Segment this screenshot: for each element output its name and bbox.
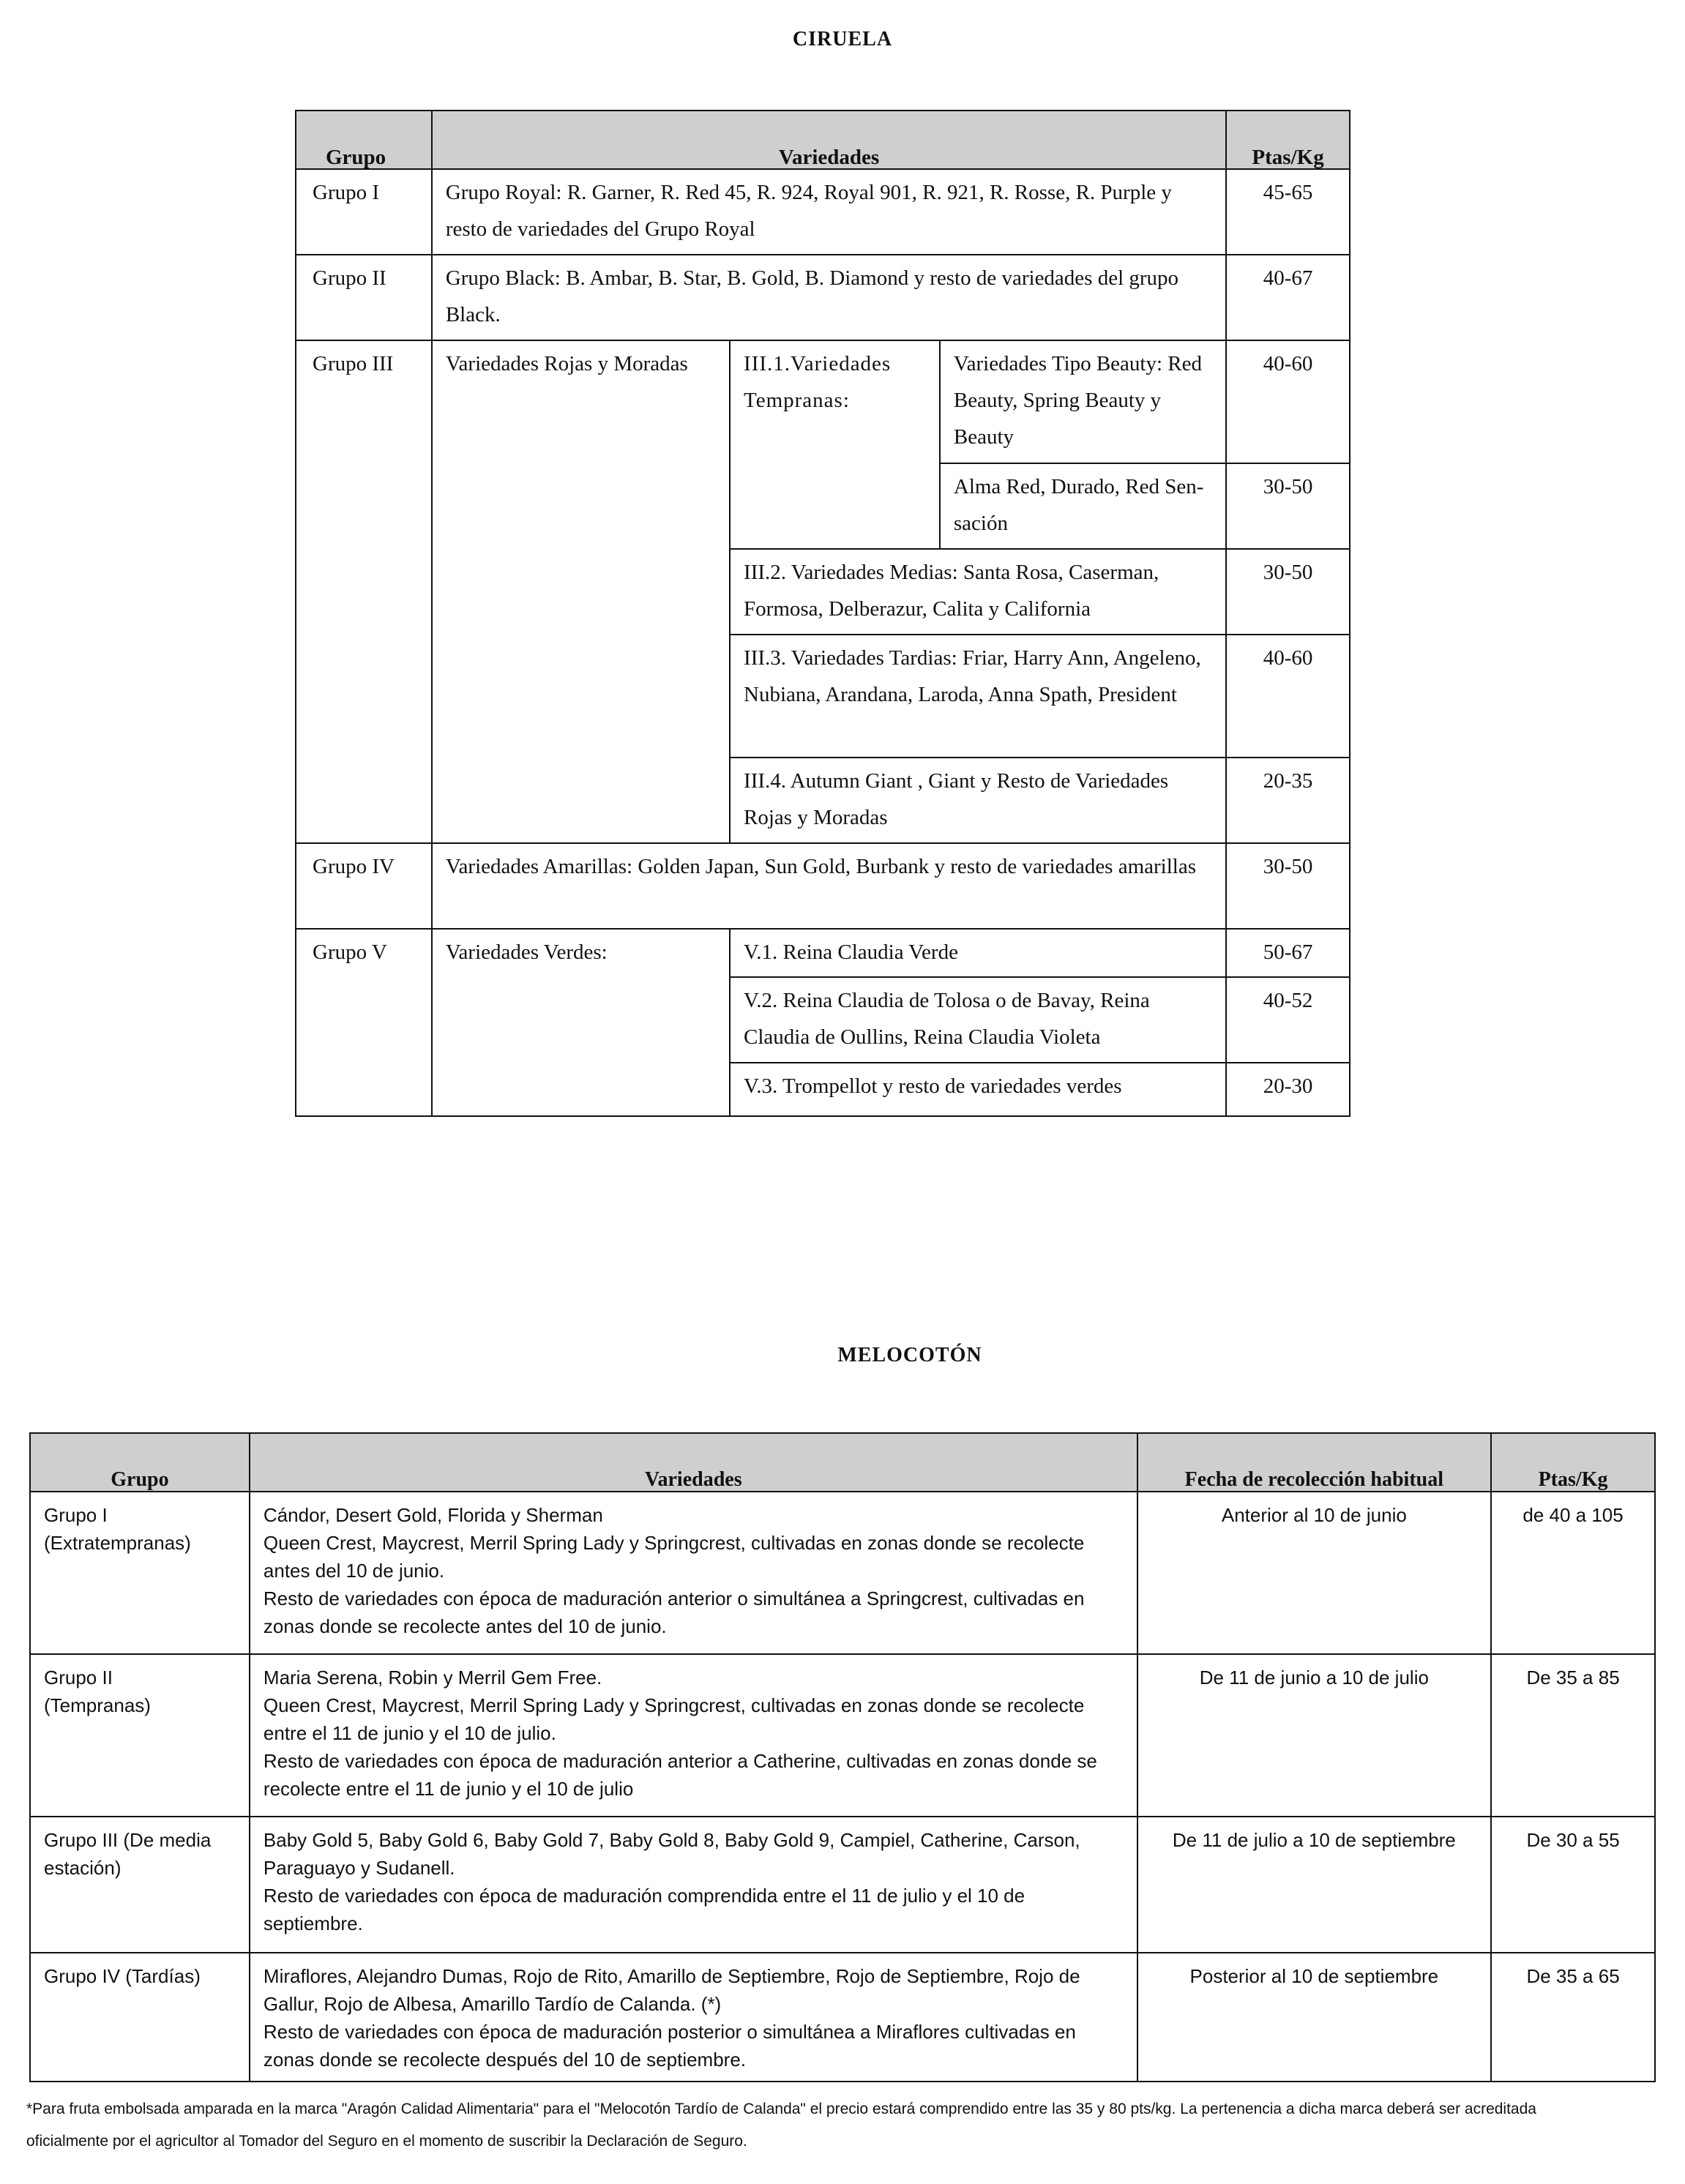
table-row xyxy=(30,1953,1655,2082)
table-row xyxy=(296,169,1350,255)
subvariety-cell: V.1. Reina Claudia Verde xyxy=(730,929,1226,977)
grupo-cell: Grupo II xyxy=(296,255,432,340)
grupo-cell xyxy=(30,1654,250,1817)
table-header-row xyxy=(296,111,1350,169)
ptas-cell: De 35 a 65 xyxy=(1491,1953,1655,2082)
fecha-cell: De 11 de junio a 10 de julio xyxy=(1137,1654,1492,1817)
grupo-cell: Grupo I xyxy=(296,169,432,255)
variedades-line: Queen Crest, Maycrest, Merril Spring Lady y Springcrest, cultivadas en zonas donde se recolecte antes del 10 de junio. xyxy=(263,1532,1085,1582)
variedades-line: Resto de variedades con época de maduración posterior o simultánea a Miraflores cultivadas en zonas donde se recolecte después del 10 de septiembre. xyxy=(263,2021,1076,2071)
ptas-cell: de 40 a 105 xyxy=(1491,1492,1655,1654)
grupo-line: (Tempranas) xyxy=(44,1694,151,1716)
grupo-line: (Extratempranas) xyxy=(44,1532,191,1554)
variedades-cell xyxy=(250,1817,1137,1953)
ptas-cell: 40-52 xyxy=(1226,977,1350,1063)
ptas-cell: 30-50 xyxy=(1226,549,1350,635)
grupo-cell xyxy=(30,1817,250,1953)
ptas-cell: 45-65 xyxy=(1226,169,1350,255)
variedades-cell xyxy=(250,1654,1137,1817)
variedades-line: Resto de variedades con época de maduración anterior a Catherine, cultivadas en zonas donde se recolecte entre el 11 de junio y el 10 de julio xyxy=(263,1750,1097,1800)
variedades-line: Baby Gold 5, Baby Gold 6, Baby Gold 7, Baby Gold 8, Baby Gold 9, Campiel, Catherine, Carson, Paraguayo y Sudanell. xyxy=(263,1829,1080,1879)
ptas-cell: De 30 a 55 xyxy=(1491,1817,1655,1953)
variedades-cell: Grupo Black: B. Ambar, B. Star, B. Gold, B. Diamond y resto de variedades del grupo Black. xyxy=(432,255,1226,340)
grupo-cell xyxy=(30,1953,250,2082)
header-variedades: Variedades xyxy=(432,111,1226,169)
variedades-line: Maria Serena, Robin y Merril Gem Free. xyxy=(263,1667,602,1689)
ciruela-table xyxy=(295,110,1350,1117)
table-row xyxy=(30,1817,1655,1953)
table-row xyxy=(296,929,1350,977)
melocoton-table xyxy=(29,1432,1656,2082)
ptas-cell: De 35 a 85 xyxy=(1491,1654,1655,1817)
subgroup-cell: III.1.Variedades Tempranas: xyxy=(730,340,940,549)
header-ptas: Ptas/Kg xyxy=(1226,111,1350,169)
table-row xyxy=(296,340,1350,463)
grupo-cell: Grupo V xyxy=(296,929,432,1116)
subvariety-cell: Variedades Tipo Beauty: Red Beauty, Spring Beauty y Beauty xyxy=(940,340,1226,463)
footnote-line: oficialmente por el agricultor al Tomador del Seguro en el momento de suscribir la Declaración de Seguro. xyxy=(26,2133,747,2150)
table-row xyxy=(30,1654,1655,1817)
variedades-line: Queen Crest, Maycrest, Merril Spring Lady y Springcrest, cultivadas en zonas donde se recolecte entre el 11 de junio y el 10 de julio. xyxy=(263,1694,1085,1744)
subvariety-cell: III.3. Variedades Tardias: Friar, Harry Ann, Angeleno, Nubiana, Arandana, Laroda, Anna Spath, President xyxy=(730,635,1226,758)
subvariety-cell: III.4. Autumn Giant , Giant y Resto de Variedades Rojas y Moradas xyxy=(730,758,1226,843)
header-fecha: Fecha de recolección habitual xyxy=(1137,1433,1492,1492)
header-grupo: Grupo xyxy=(296,111,432,169)
fecha-cell: De 11 de julio a 10 de septiembre xyxy=(1137,1817,1492,1953)
variedades-cell: Variedades Amarillas: Golden Japan, Sun Gold, Burbank y resto de variedades amarillas xyxy=(432,843,1226,929)
table-row xyxy=(30,1492,1655,1654)
ptas-cell: 40-60 xyxy=(1226,340,1350,463)
variedades-line: Cándor, Desert Gold, Florida y Sherman xyxy=(263,1504,603,1526)
ptas-cell: 50-67 xyxy=(1226,929,1350,977)
melocoton-title: MELOCOTÓN xyxy=(837,1344,982,1366)
grupo-line: Grupo II xyxy=(44,1667,113,1689)
table-row xyxy=(296,255,1350,340)
header-grupo: Grupo xyxy=(30,1433,250,1492)
subvariety-cell: V.2. Reina Claudia de Tolosa o de Bavay, Reina Claudia de Oullins, Reina Claudia Violeta xyxy=(730,977,1226,1063)
variedades-cell xyxy=(250,1492,1137,1654)
ptas-cell: 20-30 xyxy=(1226,1063,1350,1116)
variedades-line: Miraflores, Alejandro Dumas, Rojo de Rito, Amarillo de Septiembre, Rojo de Septiembre, Rojo de Gallur, Rojo de Albesa, Amarillo Tardío de Calanda. (*) xyxy=(263,1965,1080,2015)
grupo-line: Grupo III (De media xyxy=(44,1829,212,1851)
ptas-cell: 40-60 xyxy=(1226,635,1350,758)
grupo-cell: Grupo III xyxy=(296,340,432,843)
ptas-cell: 20-35 xyxy=(1226,758,1350,843)
ptas-cell: 30-50 xyxy=(1226,463,1350,549)
header-variedades: Variedades xyxy=(250,1433,1137,1492)
table-header-row xyxy=(30,1433,1655,1492)
variedades-cell: Variedades Verdes: xyxy=(432,929,730,1116)
grupo-line: estación) xyxy=(44,1857,122,1879)
footnote-line: *Para fruta embolsada amparada en la marca "Aragón Calidad Alimentaria" para el "Melocotón Tardío de Calanda" el precio estará comprendido entre las 35 y 80 pts/kg. La pertenencia a dicha marca deberá ser acreditada xyxy=(26,2101,1536,2117)
grupo-line: Grupo IV (Tardías) xyxy=(44,1965,201,1987)
fecha-cell: Anterior al 10 de junio xyxy=(1137,1492,1492,1654)
subvariety-cell: V.3. Trompellot y resto de variedades verdes xyxy=(730,1063,1226,1116)
variedades-cell: Grupo Royal: R. Garner, R. Red 45, R. 924, Royal 901, R. 921, R. Rosse, R. Purple y resto de variedades del Grupo Royal xyxy=(432,169,1226,255)
variedades-cell: Variedades Rojas y Moradas xyxy=(432,340,730,843)
ciruela-title: CIRUELA xyxy=(792,28,893,51)
header-ptas: Ptas/Kg xyxy=(1491,1433,1655,1492)
ptas-cell: 30-50 xyxy=(1226,843,1350,929)
variedades-cell xyxy=(250,1953,1137,2082)
subvariety-cell: III.2. Variedades Medias: Santa Rosa, Caserman, Formosa, Delberazur, Calita y California xyxy=(730,549,1226,635)
ptas-cell: 40-67 xyxy=(1226,255,1350,340)
table-row xyxy=(296,843,1350,929)
grupo-line: Grupo I xyxy=(44,1504,108,1526)
footnote xyxy=(26,2093,1666,2158)
grupo-cell: Grupo IV xyxy=(296,843,432,929)
variedades-line: Resto de variedades con época de maduración anterior o simultánea a Springcrest, cultivadas en zonas donde se recolecte antes del 10 de junio. xyxy=(263,1587,1085,1637)
subvariety-cell: Alma Red, Durado, Red Sen-sación xyxy=(940,463,1226,549)
variedades-line: Resto de variedades con época de maduración comprendida entre el 11 de julio y el 10 de septiembre. xyxy=(263,1885,1025,1934)
grupo-cell xyxy=(30,1492,250,1654)
fecha-cell: Posterior al 10 de septiembre xyxy=(1137,1953,1492,2082)
